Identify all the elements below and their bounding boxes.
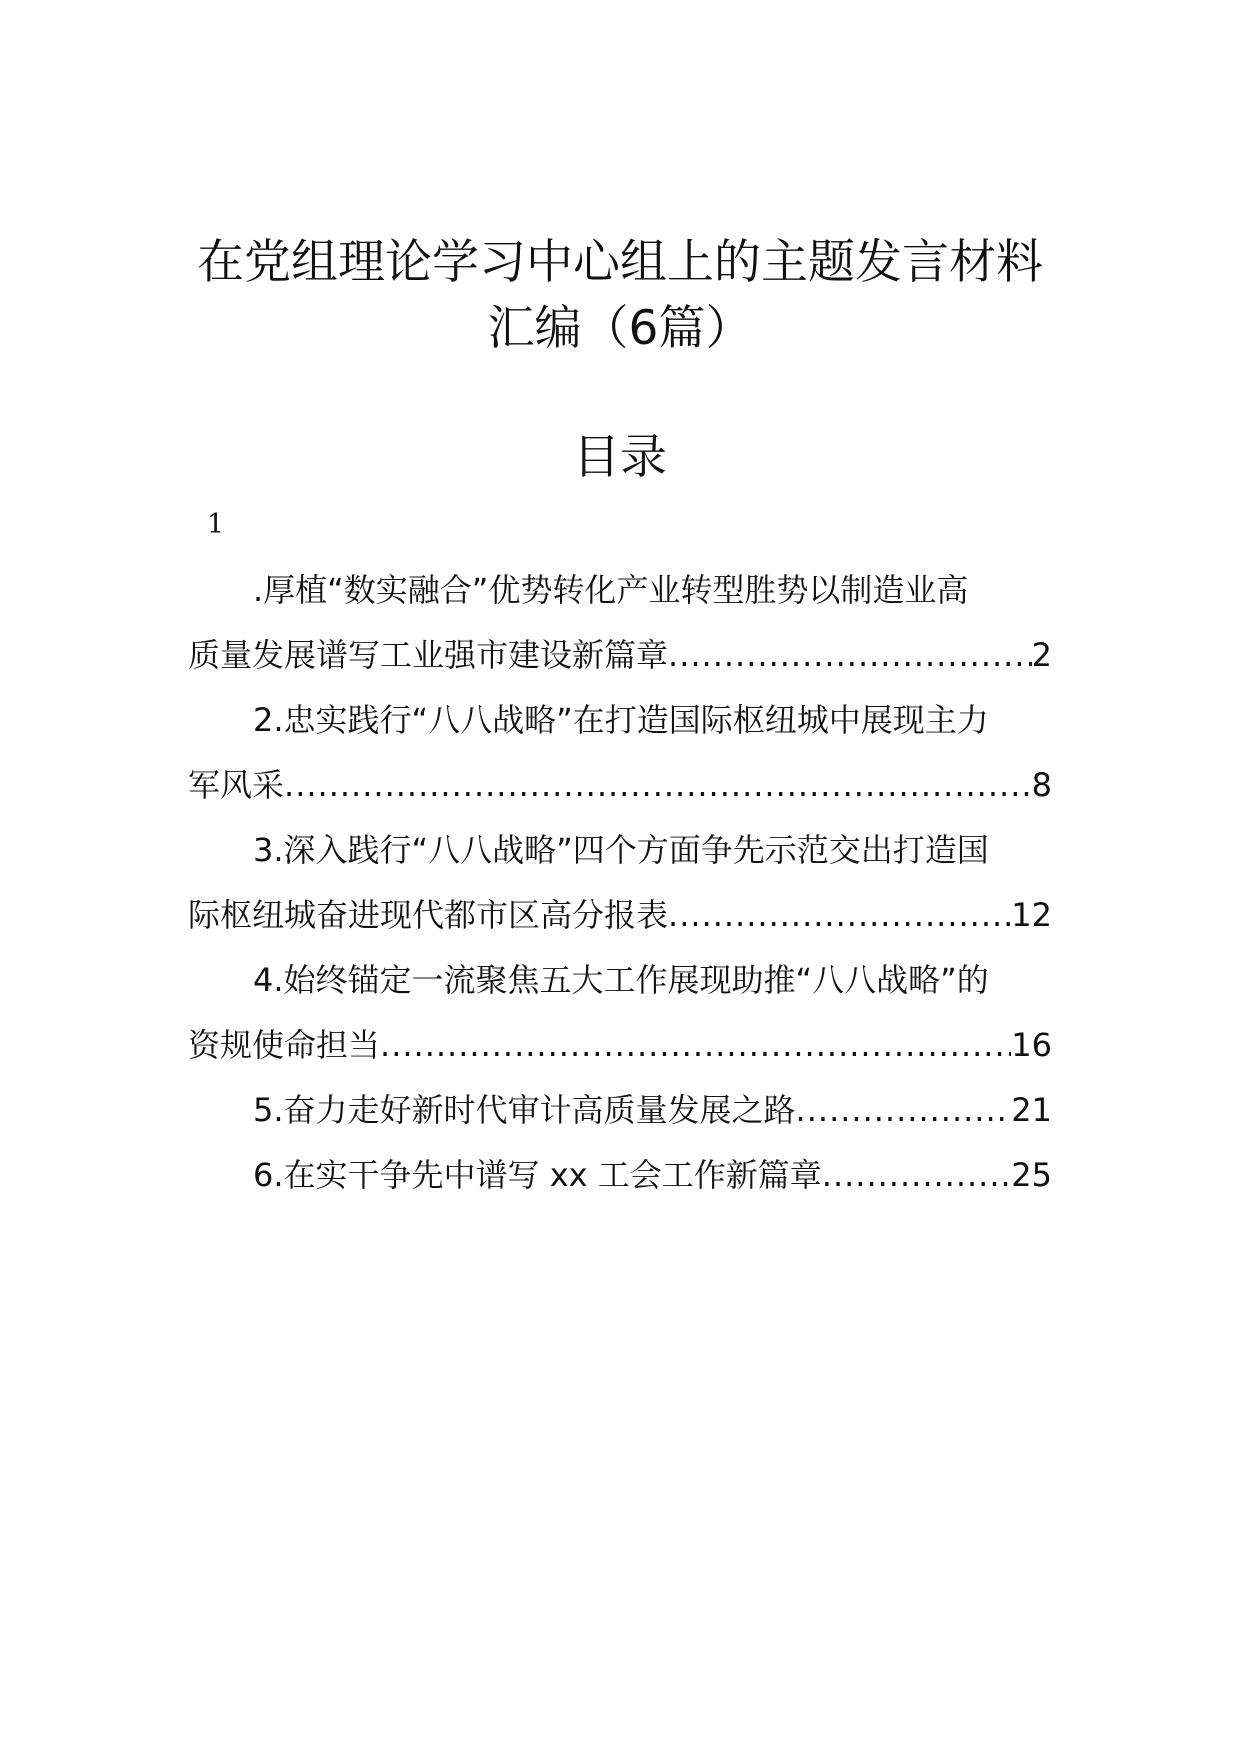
toc-page-number: 8 bbox=[1031, 766, 1052, 804]
toc-entry-title-continued: 际枢纽城奋进现代都市区高分报表 bbox=[188, 896, 669, 934]
toc-entry-1[interactable] bbox=[188, 558, 1052, 688]
toc-entry-3[interactable] bbox=[188, 818, 1052, 948]
toc-page-number: 12 bbox=[1011, 896, 1052, 934]
toc-entry-title-continued: 资规使命担当 bbox=[188, 1026, 381, 1064]
document-title-line-2: 汇编（6篇） bbox=[487, 301, 753, 356]
document-title-line-1: 在党组理论学习中心组上的主题发言材料 bbox=[197, 235, 1043, 290]
toc-entry-title: 4.始终锚定一流聚焦五大工作展现助推“八八战略”的 bbox=[253, 961, 989, 999]
toc-entry-title-continued: 军风采 bbox=[188, 766, 285, 804]
toc-page-number: 2 bbox=[1031, 636, 1052, 674]
toc-entry-title: 3.深入践行“八八战略”四个方面争先示范交出打造国 bbox=[253, 831, 989, 869]
toc-entry-6[interactable] bbox=[188, 1143, 1052, 1208]
toc-entry-title: .厚植“数实融合”优势转化产业转型胜势以制造业高 bbox=[253, 571, 969, 609]
toc-entry-title: 5.奋力走好新时代审计高质量发展之路 bbox=[253, 1091, 796, 1129]
toc-entry-5[interactable] bbox=[188, 1078, 1052, 1143]
toc-page-number: 21 bbox=[1011, 1091, 1052, 1129]
page-number-label: 1 bbox=[207, 509, 225, 540]
toc-leader-dots bbox=[284, 753, 1032, 818]
toc-entry-title: 2.忠实践行“八八战略”在打造国际枢纽城中展现主力 bbox=[253, 701, 989, 739]
toc-leader-dots bbox=[668, 883, 1011, 948]
toc-entry-2[interactable] bbox=[188, 688, 1052, 818]
toc-leader-dots bbox=[796, 1078, 1012, 1143]
table-of-contents bbox=[188, 558, 1052, 1208]
toc-leader-dots bbox=[822, 1143, 1012, 1208]
toc-entry-title-continued: 质量发展谱写工业强市建设新篇章 bbox=[188, 636, 669, 674]
toc-entry-title: 6.在实干争先中谱写 xx 工会工作新篇章 bbox=[253, 1156, 822, 1194]
toc-leader-dots bbox=[380, 1013, 1011, 1078]
toc-entry-4[interactable] bbox=[188, 948, 1052, 1078]
toc-leader-dots bbox=[668, 623, 1032, 688]
toc-page-number: 16 bbox=[1011, 1026, 1052, 1064]
toc-heading: 目录 bbox=[573, 430, 667, 485]
toc-page-number: 25 bbox=[1011, 1156, 1052, 1194]
